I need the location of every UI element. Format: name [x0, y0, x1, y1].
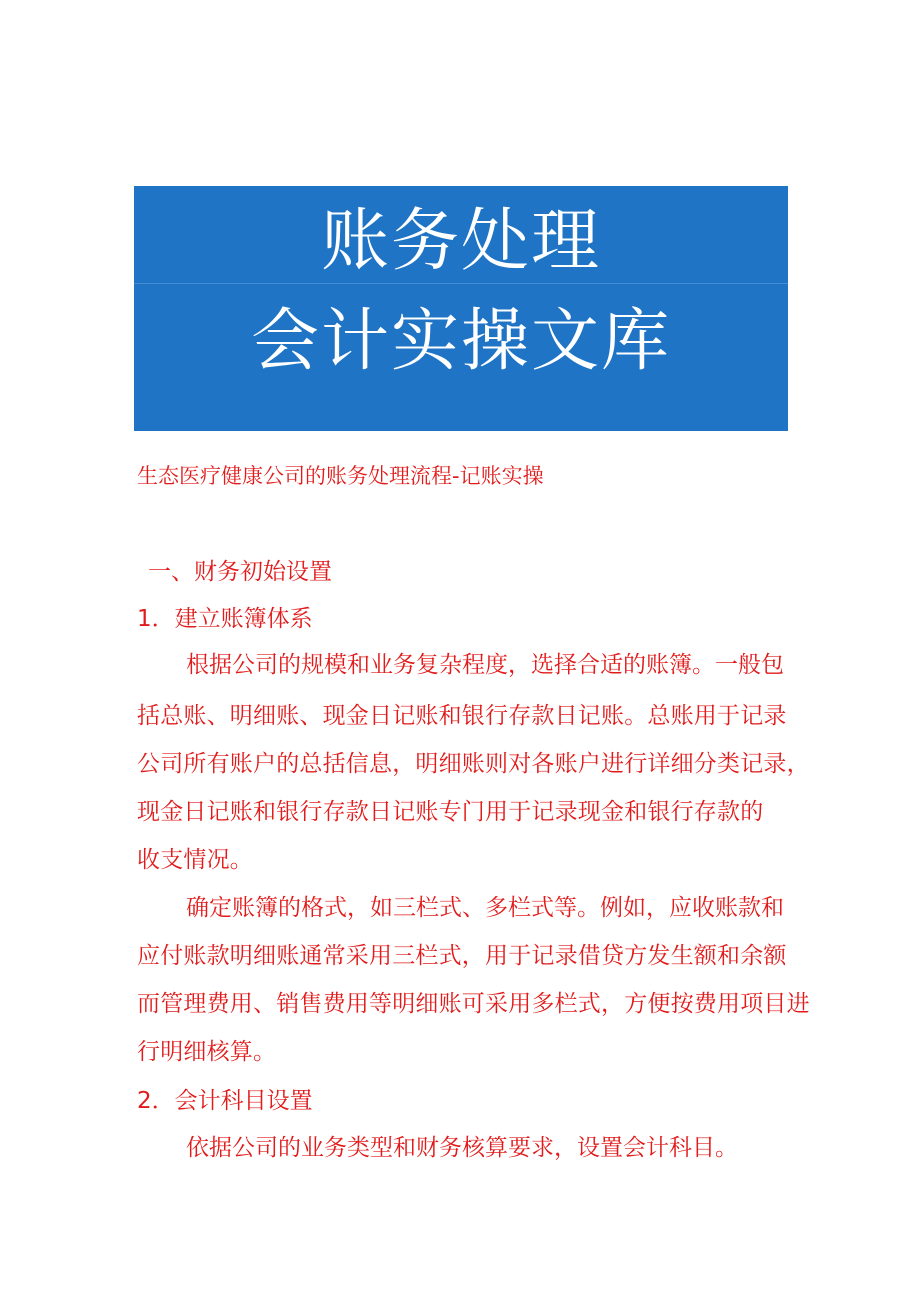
paragraph-line: 公司所有账户的总括信息，明细账则对各账户进行详细分类记录，: [137, 751, 810, 777]
paragraph-line: 括总账、明细账、现金日记账和银行存款日记账。总账用于记录: [137, 703, 787, 729]
subsection-heading-2: 2．会计科目设置: [137, 1088, 313, 1114]
banner-title-line-2: 会计实操文库: [250, 302, 671, 381]
subsection-heading-1: 1．建立账簿体系: [137, 606, 313, 632]
paragraph-line: 而管理费用、销售费用等明细账可采用多栏式，方便按费用项目进: [137, 991, 810, 1017]
document-title: 生态医疗健康公司的账务处理流程-记账实操: [137, 464, 544, 488]
paragraph-line: 行明细核算。: [137, 1039, 277, 1065]
paragraph-line: 现金日记账和银行存款日记账专门用于记录现金和银行存款的: [137, 799, 764, 825]
banner-divider: [134, 283, 788, 284]
paragraph-line: 根据公司的规模和业务复杂程度，选择合适的账簿。一般包: [186, 652, 784, 678]
paragraph-line: 依据公司的业务类型和财务核算要求，设置会计科目。: [186, 1135, 738, 1161]
paragraph-line: 确定账簿的格式，如三栏式、多栏式等。例如，应收账款和: [186, 895, 784, 921]
paragraph-line: 收支情况。: [137, 847, 253, 873]
paragraph-line: 应付账款明细账通常采用三栏式，用于记录借贷方发生额和余额: [137, 943, 787, 969]
section-heading: 一、财务初始设置: [148, 559, 332, 585]
banner-title-line-1: 账务处理: [320, 202, 601, 281]
title-banner: [134, 186, 788, 431]
